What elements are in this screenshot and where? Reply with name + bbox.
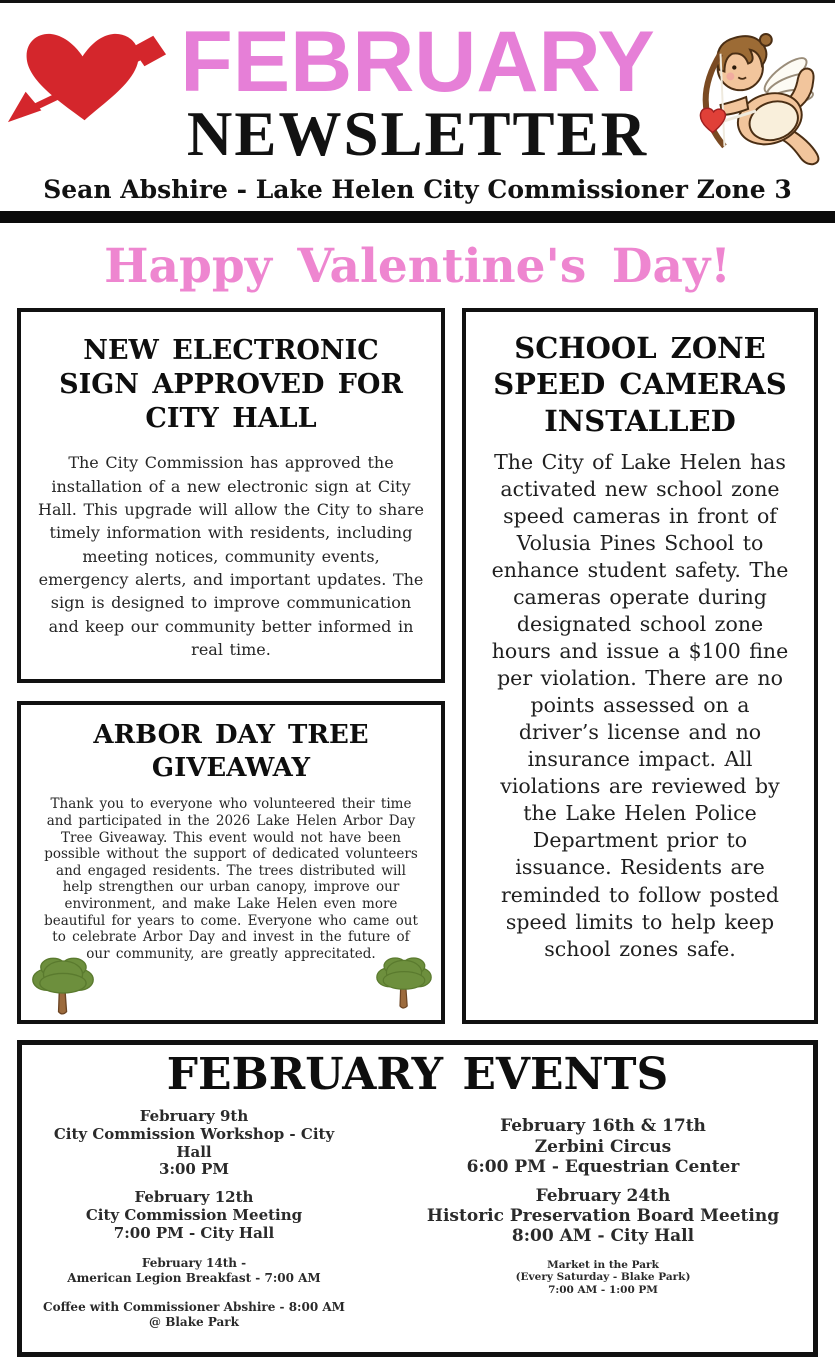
event-item [38, 1189, 350, 1242]
events-section [17, 1040, 818, 1357]
event-line: 3:00 PM [159, 1160, 229, 1179]
event-line: (Every Saturday - Blake Park) [515, 1271, 691, 1284]
greeting-title: Happy Valentine's Day! [104, 239, 731, 294]
event-item [407, 1186, 799, 1247]
left-column [17, 308, 445, 1024]
events-columns [32, 1108, 803, 1340]
article-school-zone [462, 308, 818, 1024]
article-title: SCHOOL ZONE SPEED CAMERAS INSTALLED [493, 331, 787, 438]
event-item [38, 1300, 350, 1330]
article-body: The City of Lake Helen has activated new school zone speed cameras in front of Volusia Pines School to enhance student safety. The cameras operate during designated school zone hours and issue a $100 fine per violation. There are no points assessed on a driver’s license and no insurance impact. All violations are reviewed by the Lake Helen Police Department prior to issuance. Residents are reminded to follow posted speed limits to help keep school zones safe. [491, 449, 789, 961]
cupid-icon [687, 13, 825, 193]
event-line: City Commission Meeting [85, 1205, 303, 1224]
article-title: ARBOR DAY TREE GIVEAWAY [93, 720, 369, 783]
article-electronic-sign [17, 308, 445, 683]
event-line: February 24th [535, 1185, 671, 1206]
event-line: Market in the Park [547, 1258, 659, 1271]
divider-bar [0, 211, 835, 223]
events-title: FEBRUARY EVENTS [166, 1049, 669, 1101]
event-line: 7:00 PM - City Hall [113, 1223, 275, 1242]
tree-icon [26, 953, 100, 1017]
event-line: 7:00 AM - 1:00 PM [548, 1283, 658, 1296]
article-arbor-day [17, 701, 445, 1024]
event-line: Coffee with Commissioner Abshire - 8:00 AM [43, 1300, 345, 1315]
event-line: Historic Preservation Board Meeting [426, 1205, 780, 1226]
event-line: February 14th - [141, 1256, 247, 1271]
article-title: NEW ELECTRONIC SIGN APPROVED FOR CITY HALL [59, 335, 403, 434]
event-line: 8:00 AM - City Hall [511, 1226, 695, 1247]
event-item [38, 1108, 350, 1179]
month-title: FEBRUARY [180, 14, 655, 110]
event-line: February 9th [139, 1107, 249, 1126]
masthead [0, 3, 835, 211]
event-item [38, 1256, 350, 1286]
event-item [407, 1259, 799, 1297]
heart-arrow-icon [6, 23, 168, 131]
events-right-column [407, 1108, 799, 1340]
article-body: Thank you to everyone who volunteered their time and participated in the 2026 Lake Helen Arbor Day Tree Giveaway. This event would not have been possible without the support of dedicated volunteers and engaged residents. The trees distributed will help strengthen our urban canopy, improve our environment, and make Lake Helen even more beautiful for years to come. Everyone who came out to celebrate Arbor Day and invest in the future of our community, are greatly apprecitated. [44, 796, 418, 962]
event-line: Zerbini Circus [534, 1136, 672, 1157]
articles-area [0, 308, 835, 1024]
byline: Sean Abshire - Lake Helen City Commissioner Zone 3 [43, 175, 792, 204]
events-left-column [38, 1108, 350, 1340]
event-line: @ Blake Park [149, 1315, 239, 1330]
event-item [407, 1116, 799, 1177]
tree-icon [372, 953, 436, 1017]
newsletter-title: NEWSLETTER [186, 99, 649, 169]
article-body: The City Commission has approved the installation of a new electronic sign at City Hall. This upgrade will allow the City to share timely information with residents, including meeting notices, community events, emergency alerts, and important updates. The sign is designed to improve communication and keep our community better informed in real time. [38, 453, 424, 660]
event-line: American Legion Breakfast - 7:00 AM [67, 1271, 321, 1286]
event-line: 6:00 PM - Equestrian Center [466, 1157, 740, 1178]
event-line: February 12th [134, 1188, 254, 1207]
event-line: February 16th & 17th [500, 1116, 706, 1137]
event-line: City Commission Workshop - City Hall [53, 1125, 335, 1161]
